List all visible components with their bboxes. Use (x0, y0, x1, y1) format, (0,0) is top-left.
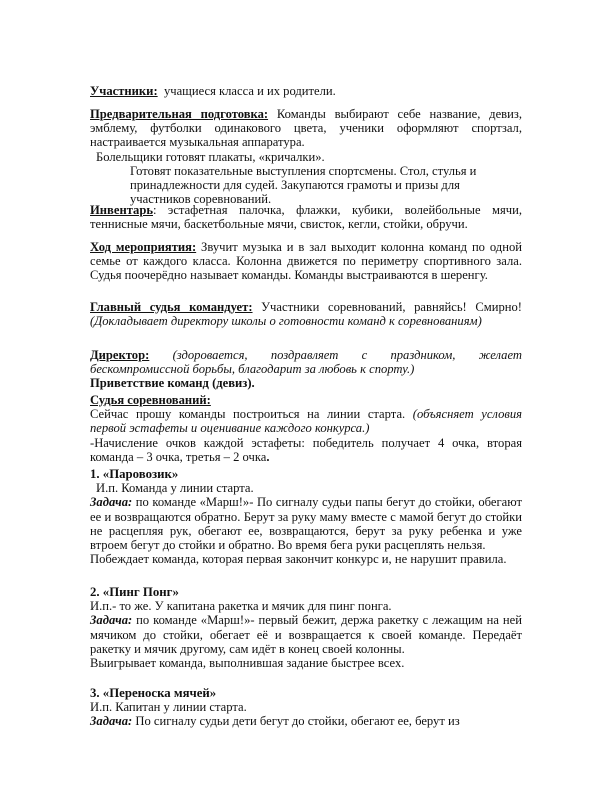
course-text: Звучит музыка и в зал выходит колонна команд по одной семье от каждого класса. Колонна движется по периметру спортивного зала. Судья поочерёдно называет команды. Команды выстраиваются в шеренгу. (90, 240, 522, 283)
game2-win: Выигрывает команда, выполнившая задание быстрее всех. (90, 656, 405, 671)
game3-ip: И.п. Капитан у линии старта. (90, 700, 247, 715)
judge2-paragraph (90, 393, 522, 464)
judge2-scoring: -Начисление очков каждой эстафеты: победитель получает 4 очка, вторая команда – 3 очка, третья – 2 очка (90, 435, 522, 464)
game3-section (90, 686, 522, 729)
game1-win: Побеждает команда, которая первая закончит конкурс и, не нарушит правила. (90, 552, 507, 567)
participants-text: учащиеся класса и их родители. (163, 84, 336, 98)
game2-ip: И.п.- то же. У капитана ракетка и мячик для пинг понга. (90, 599, 392, 614)
judge1-text: Участники соревнований, равняйсь! Смирно! (261, 300, 522, 314)
game3-title: 3. «Переноска мячей» (90, 686, 217, 700)
game2-section (90, 585, 522, 670)
greeting-line: Приветствие команд (девиз). (90, 376, 255, 391)
inventory-label: Инвентарь (90, 203, 153, 217)
prep-line3: Готовят показательные выступления спортсмены. Стол, стулья и принадлежности для судей. Закупаются грамоты и призы для участников соревнований. (130, 163, 477, 207)
game3-task-label: Задача: (90, 714, 133, 729)
judge2-text: Сейчас прошу команды построиться на линии старта. (90, 407, 406, 422)
judge2-label: Судья соревнований: (90, 393, 211, 407)
game3-task: По сигналу судьи дети бегут до стойки, обегают ее, берут из (135, 714, 460, 729)
participants-label: Участники: (90, 84, 158, 98)
game1-task-label: Задача: (90, 495, 133, 510)
director-paragraph (90, 348, 522, 391)
course-paragraph (90, 240, 522, 283)
game1-task: по команде «Марш!»- По сигналу судьи папы бегут до стойки, обегают ее и возвращаются обратно. Берут за руку маму вместе с мамой бегут до стойки не расцепляя рук, обегают ее, возвращаются, берут за руку ребенка и уже втроем бегут до стойки и обратно. Во время бега руки расцеплять нельзя. (90, 495, 522, 553)
game2-title: 2. «Пинг Понг» (90, 585, 179, 599)
judge2-italic: (объясняет условия первой эстафеты и оценивание каждого конкурса.) (90, 407, 522, 436)
prep-text: Команды выбирают себе название, девиз, эмблему, футболки одинакового цвета, ученики оформляют спортзал, настраивается музыкальная аппаратура. (90, 107, 522, 150)
director-italic: (здоровается, поздравляет с праздником, желает бескомпромиссной борьбы, благодарит за любовь к спорту.) (90, 348, 522, 377)
judge1-label: Главный судья командует: (90, 300, 253, 314)
inventory-paragraph (90, 203, 522, 231)
prep-paragraph (90, 107, 522, 206)
game1-section (90, 467, 522, 566)
judge1-italic: (Докладывает директору школы о готовности команд к соревнованиям) (90, 314, 482, 329)
judge1-paragraph (90, 300, 522, 328)
participants-paragraph (90, 84, 522, 98)
prep-line2: Болельщики готовят плакаты, «кричалки». (96, 149, 325, 164)
prep-line3-first (90, 164, 522, 207)
game1-ip: И.п. Команда у линии старта. (96, 481, 254, 496)
game2-task: по команде «Марш!»- первый бежит, держа ракетку с лежащим на ней мячиком до стойки, обегает её и возвращается к своей команде. Передаёт ракетку и мячик другому, сам идёт в конец своей колонны. (90, 613, 522, 656)
prep-label: Предварительная подготовка: (90, 107, 269, 121)
course-label: Ход мероприятия: (90, 240, 197, 254)
director-label: Директор: (90, 348, 150, 362)
game1-title: 1. «Паровозик» (90, 467, 179, 481)
judge2-dot: . (266, 449, 270, 464)
inventory-text: : эстафетная палочка, флажки, кубики, волейбольные мячи, теннисные мячи, баскетбольные мячи, свисток, кегли, стойки, обручи. (90, 203, 522, 232)
game2-task-label: Задача: (90, 613, 133, 628)
